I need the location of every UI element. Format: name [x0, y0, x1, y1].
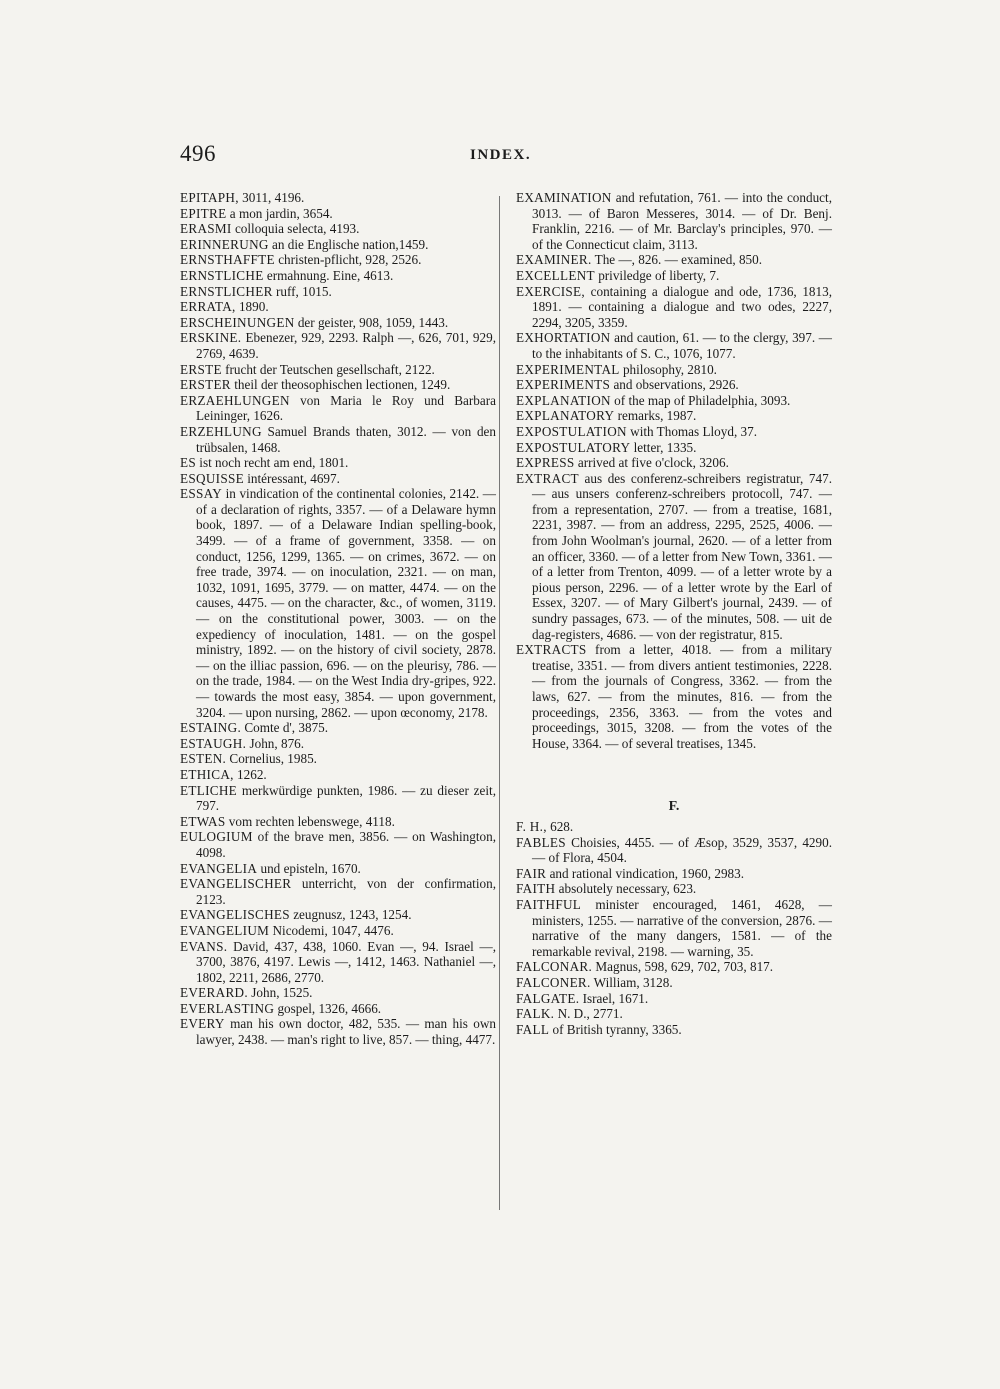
entry-headword: F. H.,: [516, 818, 547, 834]
index-entry: [180, 720, 496, 736]
index-entries-f: [516, 819, 832, 1037]
index-entry: [180, 330, 496, 361]
index-entry: [180, 923, 496, 939]
entry-headword: EXAMINATION: [516, 190, 612, 205]
entry-headword: EPITRE: [180, 205, 227, 221]
index-entries-e: [516, 190, 832, 751]
entry-headword: EVANGELISCHER: [180, 876, 292, 892]
entry-references: absolutely necessary, 623.: [555, 881, 697, 897]
entry-references: merkwürdige punkten, 1986. — zu dieser zeit, 797.: [196, 782, 496, 814]
entry-references: letter, 1335.: [630, 439, 697, 455]
index-entry: [516, 284, 832, 331]
entry-headword: FAITHFUL: [516, 896, 582, 912]
entry-headword: ERSCHEINUNGEN: [180, 314, 295, 330]
index-entry: [180, 393, 496, 424]
entry-references: and refutation, 761. — into the conduct, 3013. — of Baron Messeres, 3014. — of Dr. Benj. Franklin, 2216. — of Mr. Barclay's principles, 970. — of the Connecticut claim, 3113.: [532, 190, 832, 252]
entry-references: von Maria le Roy und Barbara Leininger, 1626.: [196, 392, 496, 424]
index-entry: [516, 190, 832, 252]
entry-headword: EVANGELISCHES: [180, 907, 290, 923]
entry-references: Samuel Brands thaten, 3012. — von den trübsalen, 1468.: [196, 423, 496, 455]
entry-headword: EPITAPH,: [180, 190, 239, 205]
index-entry: [516, 471, 832, 643]
entry-references: of the map of Philadelphia, 3093.: [610, 392, 791, 408]
entry-headword: EVERARD.: [180, 985, 248, 1001]
entry-headword: FABLES: [516, 834, 566, 850]
index-entry: [180, 1001, 496, 1017]
index-entry: [180, 814, 496, 830]
entry-references: Choisies, 4455. — of Æsop, 3529, 3537, 4290. — of Flora, 4504.: [532, 834, 832, 866]
entry-headword: ERNSTHAFFTE: [180, 252, 275, 268]
index-entry: [180, 268, 496, 284]
entry-references: philosophy, 2810.: [619, 361, 717, 377]
entry-references: N. D., 2771.: [554, 1006, 623, 1022]
entry-references: Cornelius, 1985.: [226, 751, 317, 767]
entry-headword: ERINNERUNG: [180, 236, 269, 252]
entry-references: theil der theosophischen lectionen, 1249.: [230, 377, 451, 393]
index-entry: [180, 424, 496, 455]
index-entry: [516, 642, 832, 751]
index-entry: [180, 876, 496, 907]
entry-headword: ETWAS: [180, 813, 226, 829]
index-entry: [516, 252, 832, 268]
entry-references: ermahnung. Eine, 4613.: [263, 267, 394, 283]
entry-headword: FAITH: [516, 881, 556, 897]
entry-references: of the brave men, 3856. — on Washington, 4098.: [196, 829, 496, 860]
index-entry: [180, 1016, 496, 1047]
entry-headword: EXPOSTULATION: [516, 423, 627, 439]
entry-references: The —, 826. — examined, 850.: [591, 252, 763, 268]
index-entry: [516, 268, 832, 284]
entry-references: zeugnusz, 1243, 1254.: [289, 907, 412, 923]
entry-references: Comte d', 3875.: [241, 720, 329, 736]
index-entry: [516, 455, 832, 471]
entry-references: arrived at five o'clock, 3206.: [574, 455, 729, 471]
entry-headword: EXERCISE,: [516, 283, 586, 299]
entry-references: colloquia selecta, 4193.: [231, 221, 360, 237]
entry-headword: EVERLASTING: [180, 1000, 275, 1016]
entry-headword: EULOGIUM: [180, 829, 253, 845]
index-entry: [180, 767, 496, 783]
index-entry: [516, 362, 832, 378]
entry-references: from a letter, 4018. — from a military treatise, 3351. — from divers antient testimonies, 2228. — from the journals of Congress, 3362. — from the laws, 627. — from the minutes, 816. — from the proceedings, 2356, 3363. — from the votes and proceedings, 3015, 3208. — from the votes of the House, 3364. — of several treatises, 1345.: [532, 642, 832, 751]
entry-headword: EXPOSTULATORY: [516, 439, 631, 455]
entry-references: with Thomas Lloyd, 37.: [626, 423, 758, 439]
index-entry: [516, 819, 832, 835]
entry-headword: FALCONAR.: [516, 959, 593, 975]
entry-headword: ESTAING.: [180, 720, 242, 736]
entry-references: and rational vindication, 1960, 2983.: [546, 865, 745, 881]
index-entry: [180, 315, 496, 331]
index-entry: [180, 252, 496, 268]
entry-headword: ERZEHLUNG: [180, 423, 262, 439]
entry-headword: EVANGELIUM: [180, 922, 270, 938]
entry-references: and caution, 61. — to the clergy, 397. — to the inhabitants of S. C., 1076, 1077.: [532, 330, 832, 361]
entry-references: gospel, 1326, 4666.: [274, 1000, 382, 1016]
entry-headword: ES: [180, 455, 196, 471]
entry-headword: ERSKINE.: [180, 330, 242, 346]
index-column-right: [516, 190, 832, 1037]
entry-headword: ERASMI: [180, 221, 232, 237]
entry-references: Ebenezer, 929, 2293. Ralph —, 626, 701, 929, 2769, 4639.: [196, 330, 496, 361]
index-entry: [180, 284, 496, 300]
index-entry: [516, 393, 832, 409]
entry-references: 1890.: [235, 299, 269, 315]
entry-references: ist noch recht am end, 1801.: [196, 455, 349, 471]
entry-headword: ETLICHE: [180, 782, 238, 798]
entry-references: man his own doctor, 482, 535. — man his own lawyer, 2438. — man's right to live, 857. — thing, 4477.: [196, 1016, 496, 1048]
index-entry: [516, 1022, 832, 1038]
entry-headword: ESTAUGH.: [180, 735, 247, 751]
index-entry: [180, 486, 496, 720]
entry-references: an die Englische nation,1459.: [268, 236, 429, 252]
entry-references: in vindication of the continental colonies, 2142. — of a declaration of rights, 3357. — of a Delaware hymn book, 1897. — of a Delaware Indian spelling-book, 3499. — of a frame of government, 3358. — on conduct, 1256, 1299, 1365. — on crimes, 3672. — on free trade, 3974. — on inoculation, 2321. — on man, 1032, 1091, 1695, 3779. — on matter, 4474. — on the causes, 4475. — on the character, &c., of women, 3119. — on the constitutional power, 3003. — on the expediency of inoculation, 1481. — on the gospel ministry, 1892. — on the history of civil society, 2878. — on the illiac passion, 696. — on the pleurisy, 786. — on the trade, 1984. — on the West India dry-gripes, 922. — towards the most easy, 3854. — upon government, 3204. — upon nursing, 2862. — upon œconomy, 2178.: [196, 486, 496, 720]
entry-headword: EXPRESS: [516, 455, 575, 471]
entry-references: ruff, 1015.: [272, 283, 332, 299]
entry-references: vom rechten lebenswege, 4118.: [225, 813, 395, 829]
entry-references: aus des conferenz-schreibers registratur, 747. — aus unsers conferenz-schreibers protocoll, 747. — from a representation, 2707. — from a treatise, 1681, 2231, 3987. — from an address, 2295, 2525, 4006. — from John Woolman's journal, 2620. — of a letter from an officer, 3360. — of a letter from New Town, 3361. — of a letter from Trenton, 4099. — of a letter wrote by a pious person, 2296. — of a letter wrote by the Earl of Essex, 3207. — of Mary Gilbert's journal, 2439. — of sundry passages, 673. — of the minutes, 508. — uit de dag-registers, 4686. — von der registratur, 815.: [532, 470, 832, 642]
index-entry: [516, 330, 832, 361]
index-entry: [180, 985, 496, 1001]
entry-references: Magnus, 598, 629, 702, 703, 817.: [592, 959, 774, 975]
index-entry: [516, 440, 832, 456]
section-letter-f: F.: [668, 799, 680, 815]
index-entry: [180, 861, 496, 877]
index-entry: [180, 237, 496, 253]
index-entry: [180, 783, 496, 814]
index-entry: [180, 736, 496, 752]
entry-headword: FALGATE.: [516, 990, 580, 1006]
entry-headword: ERSTER: [180, 377, 231, 393]
page-number: 496: [180, 141, 216, 166]
index-entry: [516, 959, 832, 975]
index-entry: [180, 907, 496, 923]
entry-references: John, 1525.: [247, 985, 313, 1001]
index-entry: [180, 471, 496, 487]
entry-headword: EXTRACT: [516, 470, 579, 486]
entry-references: priviledge of liberty, 7.: [594, 267, 720, 283]
entry-references: 3011, 4196.: [238, 190, 305, 205]
entry-headword: ERSTE: [180, 361, 222, 377]
entry-references: of British tyranny, 3365.: [549, 1021, 682, 1037]
entry-headword: FALL: [516, 1021, 550, 1037]
index-entry: [180, 221, 496, 237]
index-entry: [180, 190, 496, 206]
section-gap: [516, 751, 832, 781]
entry-headword: FAIR: [516, 865, 547, 881]
index-entry: [516, 866, 832, 882]
index-entry: [180, 206, 496, 222]
entry-references: containing a dialogue and ode, 1736, 1813, 1891. — containing a dialogue and two odes, 2227, 2294, 3205, 3359.: [532, 283, 832, 330]
entry-headword: EXHORTATION: [516, 330, 611, 346]
entry-headword: ERNSTLICHER: [180, 283, 273, 299]
entry-headword: EXPERIMENTS: [516, 377, 611, 393]
entry-headword: ETHICA,: [180, 766, 234, 782]
entry-headword: ESTEN.: [180, 751, 227, 767]
entry-headword: EXCELLENT: [516, 267, 595, 283]
index-entry: [516, 1006, 832, 1022]
index-entry: [516, 991, 832, 1007]
entry-references: unterricht, von der confirmation, 2123.: [196, 876, 496, 907]
entry-headword: ESQUISSE: [180, 470, 244, 486]
entry-headword: EXTRACTS: [516, 642, 587, 658]
entry-references: 1262.: [233, 766, 267, 782]
entry-references: minister encouraged, 1461, 4628, — ministers, 1255. — narrative of the conversion, 2876. — narrative of the many dangers, 1581. — of the remarkable revival, 2198. — warning, 35.: [532, 896, 832, 959]
index-entry: [180, 829, 496, 860]
index-entry: [516, 835, 832, 866]
entry-headword: ERZAEHLUNGEN: [180, 392, 290, 408]
entry-references: der geister, 908, 1059, 1443.: [294, 314, 449, 330]
entry-headword: EVANGELIA: [180, 860, 258, 876]
entry-references: and observations, 2926.: [610, 377, 739, 393]
index-entry: [516, 897, 832, 959]
entry-references: John, 876.: [246, 735, 305, 751]
entry-headword: EXPLANATION: [516, 392, 611, 408]
entry-references: a mon jardin, 3654.: [226, 205, 333, 221]
index-entry: [180, 377, 496, 393]
entry-references: remarks, 1987.: [614, 408, 697, 424]
entry-references: Nicodemi, 1047, 4476.: [269, 922, 394, 938]
entry-headword: EXAMINER.: [516, 252, 592, 268]
entry-headword: FALK.: [516, 1006, 555, 1022]
entry-references: christen-pflicht, 928, 2526.: [274, 252, 422, 268]
entry-headword: EVANS.: [180, 938, 228, 954]
entry-references: und episteln, 1670.: [257, 860, 361, 876]
index-entry: [516, 424, 832, 440]
index-entry: [516, 377, 832, 393]
index-entry: [516, 881, 832, 897]
entry-references: David, 437, 438, 1060. Evan —, 94. Israel —, 3700, 3876, 4197. Lewis —, 1412, 1463. Nathaniel —, 1802, 2211, 2686, 2770.: [196, 938, 496, 985]
entry-headword: EVERY: [180, 1016, 225, 1032]
entry-headword: EXPERIMENTAL: [516, 361, 620, 377]
entry-references: intéressant, 4697.: [243, 470, 340, 486]
index-entry: [180, 362, 496, 378]
index-entry: [516, 975, 832, 991]
index-column-left: [180, 190, 496, 1048]
index-entry: [180, 455, 496, 471]
entry-headword: ESSAY: [180, 486, 223, 502]
entry-headword: ERRATA,: [180, 299, 236, 315]
index-entry: [180, 299, 496, 315]
entry-headword: EXPLANATORY: [516, 408, 615, 424]
entry-references: William, 3128.: [590, 974, 673, 990]
index-entry: [516, 408, 832, 424]
running-head: INDEX.: [470, 147, 532, 163]
entry-references: Israel, 1671.: [579, 990, 649, 1006]
entry-references: frucht der Teutschen gesellschaft, 2122.: [221, 361, 435, 377]
entry-headword: ERNSTLICHE: [180, 267, 264, 283]
index-entry: [180, 939, 496, 986]
entry-headword: FALCONER.: [516, 974, 591, 990]
column-divider: [499, 196, 500, 1210]
index-entry: [180, 751, 496, 767]
entry-references: 628.: [546, 818, 574, 834]
